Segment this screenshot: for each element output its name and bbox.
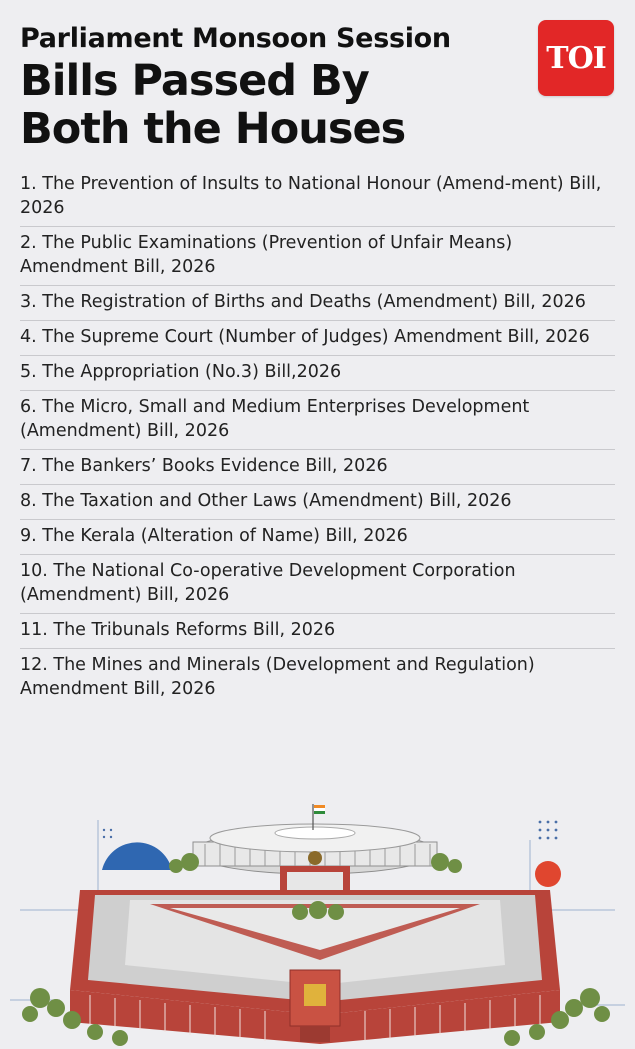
header [20, 22, 540, 153]
list-item: 7. The Bankers’ Books Evidence Bill, 2026 [20, 450, 615, 485]
parliament-building-icon [0, 800, 635, 1049]
list-item: 11. The Tribunals Reforms Bill, 2026 [20, 614, 615, 649]
list-item: 2. The Public Examinations (Prevention of Unfair Means) Amendment Bill, 2026 [20, 227, 615, 286]
red-circle-icon [535, 861, 561, 887]
list-item: 1. The Prevention of Insults to National Honour (Amend-ment) Bill, 2026 [20, 168, 615, 227]
list-item: 9. The Kerala (Alteration of Name) Bill, 2026 [20, 520, 615, 555]
list-item: 12. The Mines and Minerals (Development and Regulation) Amendment Bill, 2026 [20, 655, 535, 699]
page-title: Bills Passed By Both the Houses [20, 56, 406, 154]
list-item: 10. The National Co-operative Development Corporation (Amendment) Bill, 2026 [20, 555, 615, 614]
list-item: 3. The Registration of Births and Deaths (Amendment) Bill, 2026 [20, 286, 615, 321]
subtitle: Parliament Monsoon Session [20, 23, 451, 54]
main-building-icon [70, 851, 560, 1044]
blue-semicircle-icon [102, 842, 172, 870]
list-item: 4. The Supreme Court (Number of Judges) Amendment Bill, 2026 [20, 321, 615, 356]
list-item: 5. The Appropriation (No.3) Bill,2026 [20, 356, 615, 391]
list-item: 8. The Taxation and Other Laws (Amendment) Bill, 2026 [20, 485, 615, 520]
list-item: 6. The Micro, Small and Medium Enterprises Development (Amendment) Bill, 2026 [20, 391, 615, 450]
bills-list [20, 168, 615, 707]
logo-text: TOI [546, 40, 606, 76]
toi-logo[interactable] [538, 20, 614, 96]
